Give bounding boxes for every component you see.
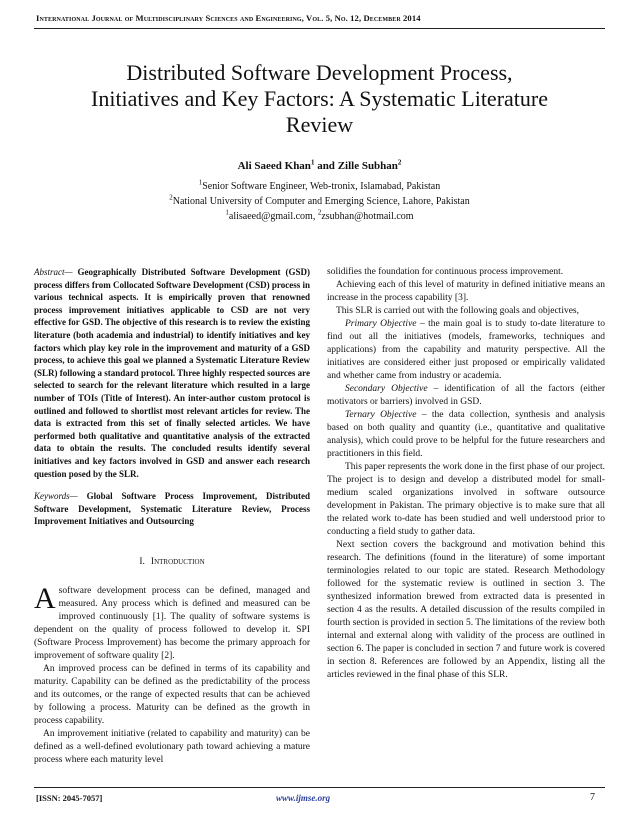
title-line-1: Distributed Software Development Process, <box>126 60 513 85</box>
author-join: and <box>314 160 338 172</box>
intro-paragraph-2: An improved process can be defined in terms of its capability and maturity. Capability can be defined as the predictability of the process and its outcomes, or the range of expected results that can be achieved by following a process. Maturity can be defined as the growth in process capability. <box>34 663 310 726</box>
email-1-sup: 1 <box>225 208 229 217</box>
primary-objective <box>327 318 605 383</box>
right-column <box>327 266 605 682</box>
page-number: 7 <box>590 792 595 803</box>
secondary-objective-label: Secondary Objective <box>345 384 428 394</box>
affiliation-1-sup: 1 <box>198 178 203 187</box>
secondary-objective-text: – identification of all the factors (either motivators or barriers) involved in GSD. <box>327 384 605 407</box>
section-heading-introduction <box>34 556 310 569</box>
author-1: Ali Saeed Khan <box>237 160 311 172</box>
journal-header: International Journal of Multidisciplinary Sciences and Engineering, Vol. 5, No. 12, December 2014 <box>36 13 421 23</box>
keywords-lead: Keywords— <box>34 491 78 502</box>
email-2-sup: 2 <box>317 208 322 217</box>
ternary-objective-text: – the data collection, synthesis and analysis based on both quality and quantity (i.e., quantitative and qualitative analysis), which could prove to be helpful for the future researchers and practitioners in this field. <box>327 410 606 459</box>
body-paragraph-3: This SLR is carried out with the following goals and objectives, <box>336 306 580 316</box>
ternary-objective <box>327 409 605 461</box>
title-line-2: Initiatives and Key Factors: A Systematic Literature <box>91 86 548 111</box>
author-2-sup: 2 <box>397 158 402 167</box>
section-number: I. <box>139 556 145 567</box>
author-2: Zille Subhan <box>337 160 398 172</box>
intro-paragraph-3: An improvement initiative (related to capability and maturity) can be defined as a well-defined evolutionary path toward achieving a mature process where each maturity level <box>34 728 310 765</box>
author-1-sup: 1 <box>310 158 315 167</box>
drop-cap: A <box>34 581 56 615</box>
secondary-objective <box>327 383 605 409</box>
primary-objective-label: Primary Objective <box>345 319 417 329</box>
keywords-text: Global Software Process Improvement, Distributed Software Development, Systematic Literature Review, Process Improvement Initiatives and Outsourcing <box>34 491 310 527</box>
email-2[interactable]: zsubhan@hotmail.com <box>321 211 414 222</box>
left-column <box>34 266 310 767</box>
email-1[interactable]: alisaeed@gmail.com, <box>228 211 318 222</box>
affiliation-2-text: National University of Computer and Emerging Science, Lahore, Pakistan <box>172 196 470 207</box>
ternary-objective-label: Ternary Objective <box>345 410 417 420</box>
footer-issn: [ISSN: 2045-7057] <box>36 793 103 803</box>
paper-title <box>34 60 605 138</box>
affiliation-1 <box>34 178 605 192</box>
footer-url-link[interactable]: www.ijmse.org <box>276 793 331 803</box>
footer-rule <box>34 787 605 788</box>
body-paragraph-1: solidifies the foundation for continuous process improvement. <box>327 267 564 277</box>
keywords <box>34 490 310 528</box>
body-paragraph-7: This paper represents the work done in the first phase of our project. The project is to design and develop a distributed model for small-medium scaled organizations involved in software outsource development in Pakistan. The primary objective is to make sure that all the related work to-date has been studied and well understood prior to conducting a field study to gather data. <box>327 462 605 537</box>
affiliation-1-text: Senior Software Engineer, Web-tronix, Islamabad, Pakistan <box>202 181 441 192</box>
header-rule <box>34 28 605 29</box>
primary-objective-text: – the main goal is to study to-date literature to find out all the initiatives (models, frameworks, techniques and applications) from the capability and maturity perspective. All the initiatives are considered either just proposed or empirically validated and whether came from industry or academia. <box>327 319 606 381</box>
body-paragraph-2: Achieving each of this level of maturity in defined initiative means an increase in the process capability [3]. <box>327 280 605 303</box>
body-paragraph-8: Next section covers the background and motivation behind this research. The definitions (found in the literature) of some important terminologies related to our topic are stated. Research Methodology followed for the systematic review is outlined in section 3. The synthesized information brewed from extracted data is presented in section 4 as the results. A detailed discussion of the results compiled in fourth section is provided in section 5. The limitations of the review both internal and external along with validity of the process are outlined in section 6. The paper is concluded in section 7 and future work is covered in section 8. References are followed by an Appendix, listing all the articles reviewed in the final phase of this SLR. <box>327 540 605 680</box>
authors <box>34 160 605 172</box>
abstract-text: Geographically Distributed Software Development (GSD) process differs from Collocated Software Development (CSD) process in various technical aspects. It is empirically proven that renowned process improvement initiatives applicable to CSD are not very effective for GSD. The objective of this research is to review the existing literature (both academia and industrial) to identify initiatives and key factors which play key role in the improvement and maturity of a GSD process, to achieve this goal we planned a Systematic Literature Review (SLR) following a standard protocol. Three highly respected sources are selected to search for the relevant literature which resulted in a large number of TOIs (Title of Interest). An inter-author custom protocol is outlined and followed to shortlist most relevant articles for review. The data is extracted from this set of finally selected articles. We have performed both qualitative and quantitative analysis of the extracted data to obtain the results. The concluded results identify several initiatives and key factors involved in GSD and answer each research question posed by the SLR. <box>34 267 311 479</box>
abstract <box>34 266 310 480</box>
author-emails <box>34 208 605 222</box>
affiliation-2-sup: 2 <box>169 193 173 202</box>
intro-paragraph-1-text: software development process can be defined, managed and measured. Any process which is defined and measured can be improved continuously [1]. The quality of software systems is dependent on the quality of process followed to develop it. SPI (Software Process Improvement) has become the primary approach for improvement of software quality [2]. <box>34 585 310 661</box>
affiliation-2 <box>34 193 605 207</box>
title-line-3: Review <box>285 112 354 137</box>
intro-paragraph-1 <box>34 581 310 663</box>
section-title: Introduction <box>150 556 205 567</box>
abstract-lead: Abstract— <box>34 267 73 277</box>
